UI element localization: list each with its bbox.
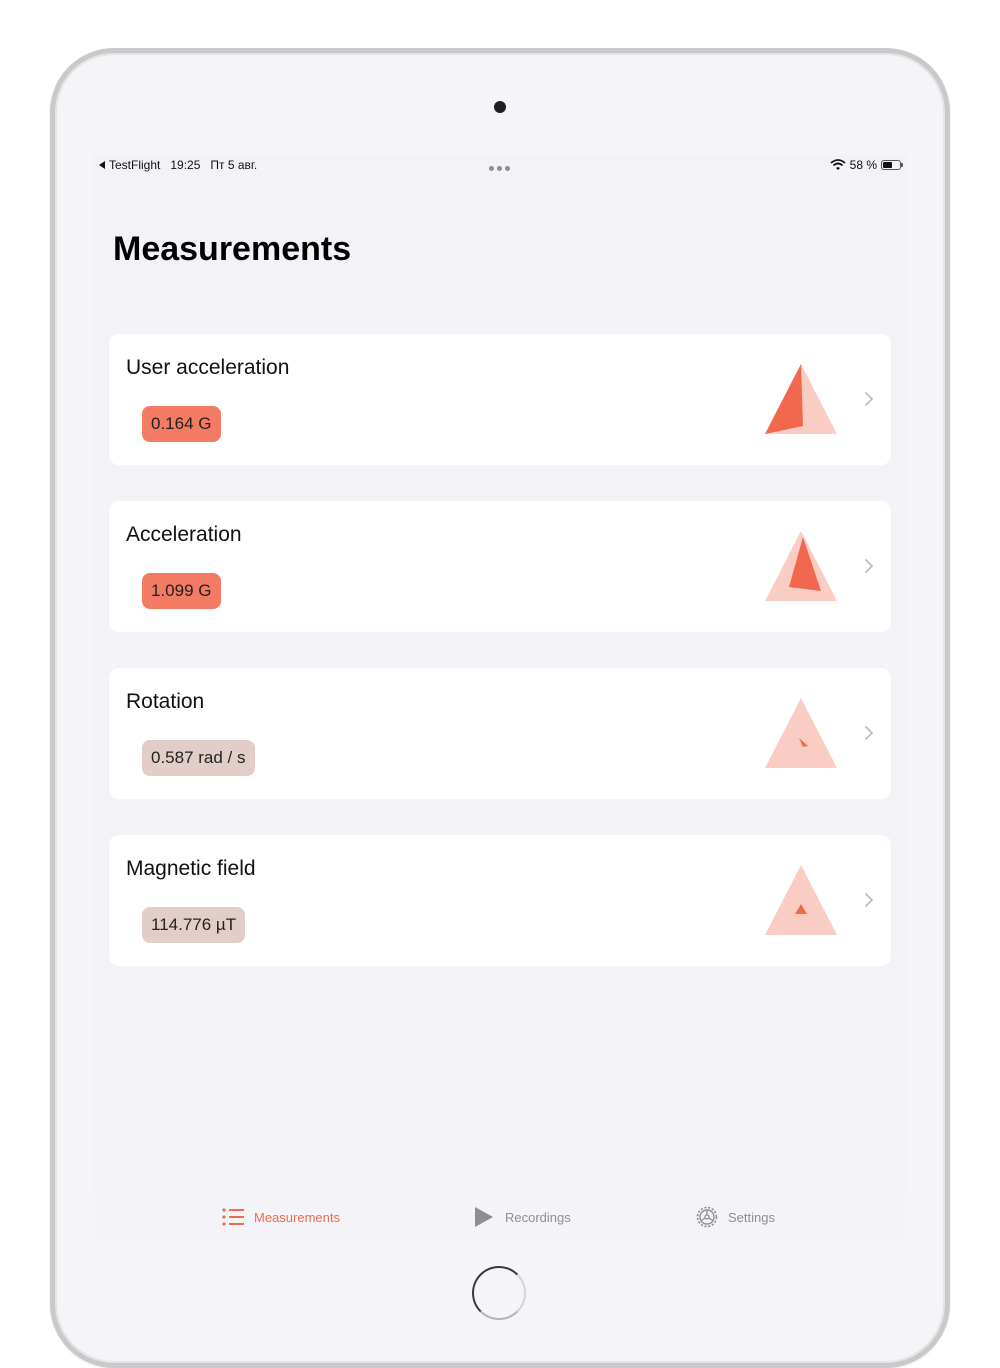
status-time: 19:25: [170, 158, 201, 172]
play-icon: [471, 1204, 497, 1230]
tab-recordings[interactable]: [471, 1204, 571, 1230]
page-title: Measurements: [113, 230, 352, 268]
tab-measurements[interactable]: [220, 1204, 340, 1230]
value-badge: 1.099 G: [142, 573, 221, 609]
wifi-icon: [830, 159, 846, 171]
app-screen: [93, 154, 907, 1240]
triangle-indicator-icon: [765, 694, 845, 774]
value-badge: 0.587 rad / s: [142, 740, 255, 776]
tab-settings[interactable]: [694, 1204, 775, 1230]
card-acceleration[interactable]: [109, 501, 891, 632]
card-label: Magnetic field: [126, 857, 256, 880]
battery-icon: [881, 160, 901, 170]
card-rotation[interactable]: [109, 668, 891, 799]
tab-label: Measurements: [254, 1209, 340, 1225]
back-arrow-icon: [99, 161, 105, 169]
value-badge: 0.164 G: [142, 406, 221, 442]
gear-icon: [694, 1204, 720, 1230]
triangle-indicator-icon: [765, 861, 845, 941]
value-badge: 114.776 µT: [142, 907, 245, 943]
chevron-right-icon: [863, 891, 875, 909]
card-label: User acceleration: [126, 356, 290, 379]
back-app-label: TestFlight: [109, 158, 161, 172]
triangle-indicator-icon: [765, 527, 845, 607]
tab-label: Recordings: [505, 1209, 571, 1225]
chevron-right-icon: [863, 390, 875, 408]
status-date: Пт 5 авг.: [210, 158, 258, 172]
front-camera: [494, 101, 506, 113]
back-to-app-button[interactable]: [99, 158, 160, 172]
chevron-right-icon: [863, 557, 875, 575]
battery-percent: 58 %: [849, 158, 877, 172]
home-button[interactable]: [472, 1266, 526, 1320]
status-bar: [93, 154, 907, 180]
list-icon: [220, 1204, 246, 1230]
tab-label: Settings: [728, 1209, 775, 1225]
card-label: Acceleration: [126, 523, 242, 546]
chevron-right-icon: [863, 724, 875, 742]
card-magnetic-field[interactable]: [109, 835, 891, 966]
triangle-indicator-icon: [765, 360, 845, 440]
card-label: Rotation: [126, 690, 205, 713]
tab-bar: [93, 1190, 907, 1240]
multitasking-dots-icon[interactable]: [489, 166, 510, 171]
card-user-acceleration[interactable]: [109, 334, 891, 465]
